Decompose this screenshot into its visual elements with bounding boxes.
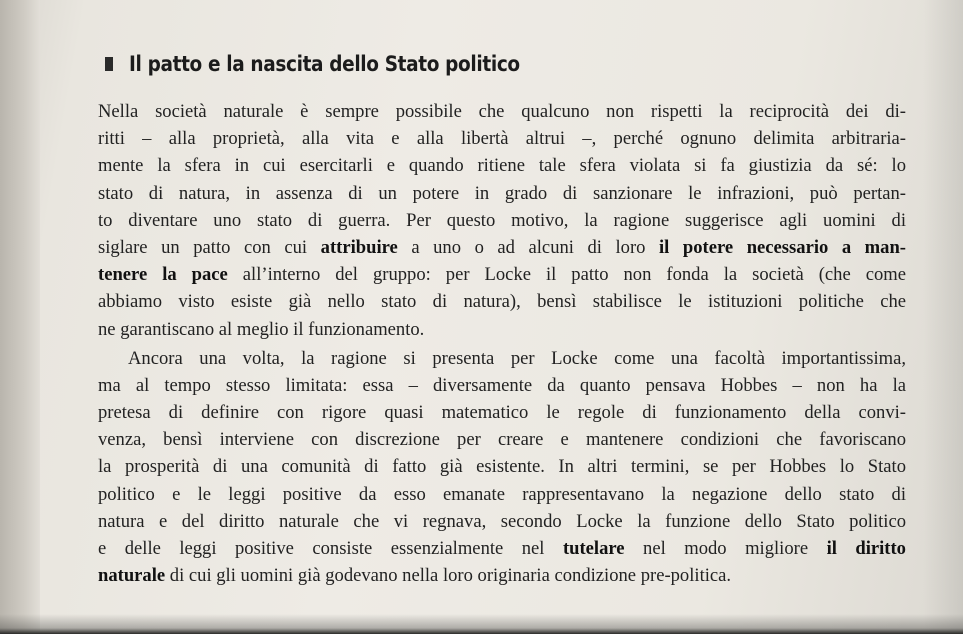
bold-term: il diritto xyxy=(826,538,906,559)
section-title: Il patto e la nascita dello Stato politico xyxy=(129,52,520,76)
text-line: ne garantiscano al meglio il funzionamento. xyxy=(98,318,425,340)
square-bullet-icon xyxy=(105,57,113,71)
text-line: abbiamo visto esiste già nello stato di natura), bensì stabilisce le istituzioni politiche che xyxy=(98,291,906,313)
text-line: Ancora una volta, la ragione si presenta per Locke come una facoltà importantissima, xyxy=(128,347,906,369)
text-line: natura e del diritto naturale che vi regnava, secondo Locke la funzione dello Stato politico xyxy=(98,510,906,532)
bottom-edge-shadow xyxy=(0,614,963,634)
body-text xyxy=(98,98,906,589)
text-line: siglare un patto con cui attribuire a uno o ad alcuni di loro il potere necessario a man- xyxy=(98,236,906,258)
bold-term: attribuire xyxy=(320,236,398,258)
bold-term: tutelare xyxy=(562,538,625,559)
bold-term: il potere necessario a man- xyxy=(659,236,906,258)
text-line: politico e le leggi positive da esso emanate rappresentavano la negazione dello stato di xyxy=(98,483,906,505)
bold-term: naturale xyxy=(98,565,166,587)
text-line: pretesa di definire con rigore quasi matematico le regole di funzionamento della convi- xyxy=(98,402,906,424)
text-line: tenere la pace all’interno del gruppo: per Locke il patto non fonda la società (che come xyxy=(98,264,906,286)
text-line: mente la sfera in cui esercitarli e quando ritiene tale sfera violata si fa giustizia da sé: lo xyxy=(98,155,906,177)
text-line: stato di natura, in assenza di un potere in grado di sanzionare le infrazioni, può pertan- xyxy=(98,182,906,204)
text-line: ritti – alla proprietà, alla vita e alla libertà altrui –, perché ognuno delimita arbitraria- xyxy=(98,128,906,150)
text-line: Nella società naturale è sempre possibile che qualcuno non rispetti la reciprocità dei di- xyxy=(98,101,906,122)
text-line: naturale di cui gli uomini già godevano nella loro originaria condizione pre-politica. xyxy=(98,565,732,587)
paragraph-2 xyxy=(98,345,906,590)
text-line: venza, bensì interviene con discrezione per creare e mantenere condizioni che favoriscano xyxy=(98,429,906,451)
page-edge-shade xyxy=(923,0,963,634)
text-line: to diventare uno stato di guerra. Per questo motivo, la ragione suggerisce agli uomini di xyxy=(98,209,906,231)
text-line: la prosperità di una comunità di fatto già esistente. In altri termini, se per Hobbes lo Stato xyxy=(98,456,906,478)
section-heading xyxy=(105,52,573,76)
bold-term: tenere la pace xyxy=(98,264,228,286)
text-line: e delle leggi positive consiste essenzialmente nel tutelare nel modo migliore il diritto xyxy=(98,538,906,559)
text-line: ma al tempo stesso limitata: essa – diversamente da quanto pensava Hobbes – non ha la xyxy=(98,374,906,396)
page-gutter-shadow xyxy=(0,0,40,634)
paragraph-1 xyxy=(98,98,906,343)
